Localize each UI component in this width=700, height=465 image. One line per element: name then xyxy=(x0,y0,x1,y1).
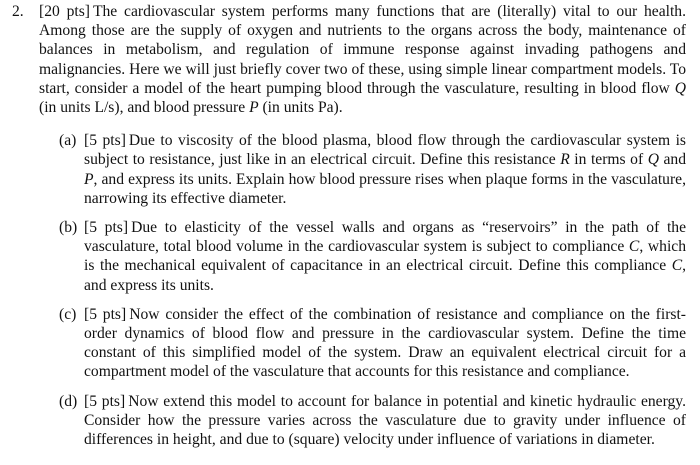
part-c xyxy=(59,305,686,382)
part-c-body: Now consider the effect of the combination of resistance and compliance on the first-order dynamics of blood flow and pressure in the cardiovascular system. Define the time constant of this simplified model of the system. Draw an equivalent electrical circuit for a compartment model of the vasculature that accounts for this resistance and compliance. xyxy=(84,305,686,381)
var-r: R xyxy=(560,151,570,169)
part-b-text-3: , and express its units. xyxy=(84,257,686,294)
part-d-text xyxy=(84,392,686,450)
part-a-text xyxy=(84,131,686,208)
var-q: Q xyxy=(674,79,686,97)
problem-points: [20 pts] xyxy=(39,3,90,20)
intro-text-2: (in units L/s), and blood pressure xyxy=(39,99,250,117)
subparts-list xyxy=(39,131,686,449)
problem-number: 2. xyxy=(12,3,24,20)
problem-body xyxy=(39,2,686,459)
part-d-points: [5 pts] xyxy=(84,392,126,410)
part-b-points: [5 pts] xyxy=(84,219,129,237)
intro-text-1: The cardiovascular system performs many functions that are (literally) vital to our health. Among those are the supply of oxygen and nutrients to the organs across the body, maintenance of balances in metabolism, and regulation of immune response against invading pathogens and malignancies. Here we will just briefly cover two of these, using simple linear compartment models. To start, consider a model of the heart pumping blood through the vasculature, resulting in blood flow xyxy=(39,3,686,97)
var-p: P xyxy=(249,99,259,117)
part-d-body: Now extend this model to account for balance in potential and kinetic hydraulic energy. Consider how the pressure varies across the vasculature due to gravity under influence of differences in height, and due to (square) velocity under influence of variations in diameter. xyxy=(84,392,686,449)
part-b-text-2: , which is the mechanical equivalent of capacitance in an electrical circuit. Define this compliance xyxy=(84,238,687,275)
part-c-points: [5 pts] xyxy=(84,305,127,323)
part-c-label: (c) xyxy=(59,305,77,323)
var-c: C xyxy=(671,257,683,275)
part-c-text xyxy=(84,305,686,382)
var-p: P xyxy=(84,170,94,188)
part-d-label: (d) xyxy=(59,392,78,410)
part-b xyxy=(59,218,686,295)
part-a-label: (a) xyxy=(59,132,77,150)
part-d xyxy=(59,392,686,450)
var-c: C xyxy=(628,238,640,256)
var-q: Q xyxy=(647,151,659,169)
part-a-text-2: in terms of xyxy=(569,151,648,169)
intro-text-3: (in units Pa). xyxy=(258,99,343,117)
part-b-text xyxy=(84,218,686,295)
part-b-label: (b) xyxy=(59,219,78,237)
part-a-points: [5 pts] xyxy=(84,132,126,150)
part-a xyxy=(59,131,686,208)
problem-intro xyxy=(39,2,686,117)
part-a-text-4: , and express its units. Explain how blood pressure rises when plaque forms in the vasculature, narrowing its effective diameter. xyxy=(84,170,686,207)
part-a-text-1: Due to viscosity of the blood plasma, blood flow through the cardiovascular system is subject to resistance, just like in an electrical circuit. Define this resistance xyxy=(84,132,686,169)
part-b-text-1: Due to elasticity of the vessel walls and organs as “reservoirs” in the path of the vasculature, total blood volume in the cardiovascular system is subject to compliance xyxy=(84,219,687,256)
part-a-text-3: and xyxy=(658,151,687,169)
problem-2 xyxy=(12,2,686,459)
